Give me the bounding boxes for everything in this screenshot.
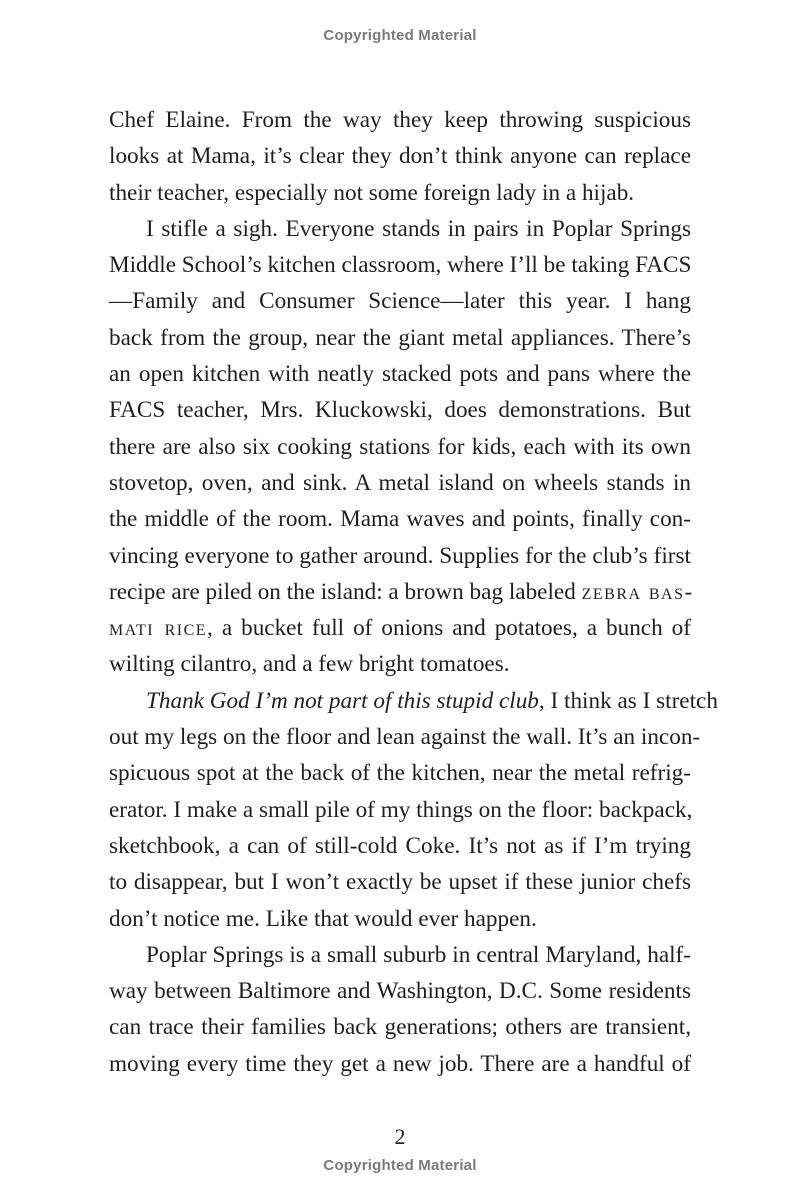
text-line: an open kitchen with neatly stacked pots and pans where the bbox=[109, 361, 691, 388]
text-line: sketchbook, a can of still-cold Coke. It’s not as if I’m trying bbox=[109, 832, 691, 859]
paragraph-2 bbox=[109, 211, 694, 683]
paragraph-3 bbox=[109, 683, 718, 937]
product-label-smallcaps: mati rice bbox=[109, 615, 208, 642]
text-line: Poplar Springs is a small suburb in central Maryland, half- bbox=[146, 941, 691, 968]
text-line: stovetop, oven, and sink. A metal island on wheels stands in bbox=[109, 469, 691, 496]
text-run: , a bucket full of onions and potatoes, a bunch of bbox=[207, 615, 691, 642]
copyright-watermark-bottom: Copyrighted Material bbox=[323, 1157, 477, 1174]
text-line: the middle of the room. Mama waves and points, finally con- bbox=[109, 506, 691, 533]
text-line: wilting cilantro, and a few bright tomatoes. bbox=[109, 651, 510, 678]
text-line: moving every time they get a new job. There are a handful of bbox=[109, 1050, 691, 1077]
text-line bbox=[109, 610, 691, 646]
text-line: back from the group, near the giant metal appliances. There’s bbox=[109, 324, 691, 351]
text-line: FACS teacher, Mrs. Kluckowski, does demonstrations. But bbox=[109, 397, 691, 424]
text-line: I stifle a sigh. Everyone stands in pairs in Poplar Springs bbox=[146, 215, 691, 242]
text-line: way between Baltimore and Washington, D.C. Some residents bbox=[109, 978, 691, 1005]
text-line: Middle School’s kitchen classroom, where I’ll be taking FACS bbox=[109, 252, 692, 279]
page-body-text bbox=[109, 102, 718, 1082]
text-line: spicuous spot at the back of the kitchen, near the metal refrig- bbox=[109, 760, 691, 787]
text-line bbox=[109, 683, 718, 719]
copyright-watermark-top: Copyrighted Material bbox=[323, 27, 477, 44]
text-line: Chef Elaine. From the way they keep throwing suspicious bbox=[109, 107, 691, 133]
product-label-smallcaps: zebra bas- bbox=[581, 578, 694, 605]
text-line: to disappear, but I won’t exactly be upset if these junior chefs bbox=[109, 869, 691, 896]
page-number: 2 bbox=[394, 1124, 406, 1149]
text-line: —Family and Consumer Science—later this year. I hang bbox=[109, 288, 691, 315]
italic-thought: Thank God I’m not part of this stupid club, bbox=[146, 687, 545, 714]
text-line: out my legs on the floor and lean against the wall. It’s an incon- bbox=[109, 724, 701, 751]
text-line: vincing everyone to gather around. Supplies for the club’s first bbox=[109, 542, 691, 569]
text-line: erator. I make a small pile of my things on the floor: backpack, bbox=[109, 796, 693, 823]
text-line bbox=[109, 574, 694, 610]
text-line: there are also six cooking stations for kids, each with its own bbox=[109, 433, 691, 460]
text-line: can trace their families back generations; others are transient, bbox=[109, 1014, 691, 1041]
paragraph-1 bbox=[109, 102, 691, 211]
text-line: their teacher, especially not some foreign lady in a hijab. bbox=[109, 179, 635, 206]
text-line: don’t notice me. Like that would ever happen. bbox=[109, 905, 537, 932]
text-run: I think as I stretch bbox=[544, 687, 718, 714]
paragraph-4 bbox=[109, 937, 691, 1082]
text-line: looks at Mama, it’s clear they don’t think anyone can replace bbox=[109, 143, 691, 170]
text-run: recipe are piled on the island: a brown bag labeled bbox=[109, 578, 582, 605]
